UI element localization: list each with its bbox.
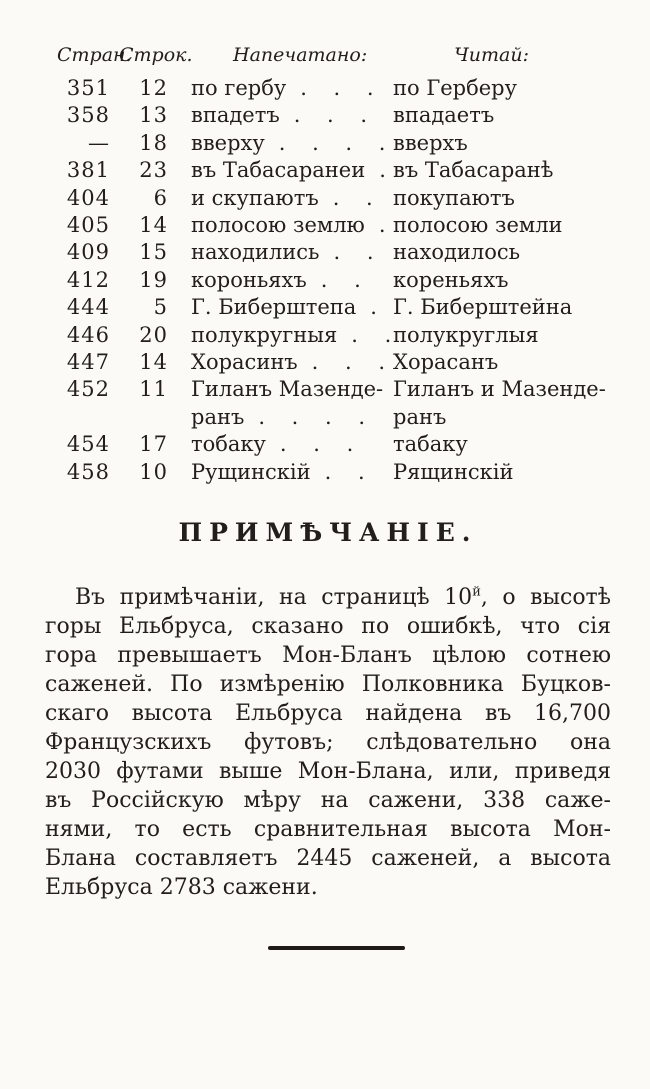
- errata-read-cell: кореньяхъ: [393, 267, 509, 292]
- note-line1-pre: Въ примѣчаніи, на страницѣ 10: [75, 585, 473, 611]
- errata-read-cell: по Герберу: [393, 76, 517, 100]
- errata-read-cell: въ Табасаранѣ: [393, 158, 554, 183]
- errata-printed-text: находились: [191, 240, 320, 265]
- errata-line-number: 13: [139, 103, 168, 128]
- note-paragraph-line: нями, то есть сравнительная высота Мон-: [45, 817, 611, 843]
- errata-printed-text-line2: [191, 404, 391, 431]
- errata-printed-cell: [191, 322, 402, 349]
- errata-printed-cell: [191, 102, 391, 129]
- errata-line-number: 12: [139, 76, 168, 100]
- table-row: [45, 212, 611, 239]
- errata-line-number: 18: [139, 130, 168, 155]
- errata-page-number: 447: [66, 350, 110, 375]
- errata-printed-cell: [191, 157, 396, 184]
- errata-header-row: [45, 44, 611, 66]
- note-paragraph-line: 2030 футами выше Мон-Блана, или, приведя: [45, 759, 611, 785]
- dot-leader: . .: [332, 185, 383, 210]
- errata-page-number: 381: [66, 158, 110, 183]
- errata-printed-text: тобаку: [191, 432, 266, 457]
- errata-header-lines: Строк.: [119, 44, 193, 66]
- table-row: [45, 157, 611, 184]
- table-row: [45, 431, 611, 458]
- errata-line-number: 17: [139, 432, 168, 457]
- errata-printed-text: полукругныя: [191, 322, 338, 347]
- errata-page-number: 409: [66, 240, 110, 265]
- errata-line-number: 5: [153, 295, 168, 320]
- errata-printed-cell: [191, 376, 391, 431]
- errata-read-cell: покупаютъ: [393, 185, 515, 210]
- dot-leader: . . . .: [278, 130, 396, 155]
- errata-page-number: 454: [66, 432, 110, 457]
- dot-leader: .: [370, 295, 387, 320]
- note-section: [45, 518, 611, 902]
- errata-read-cell: вверхъ: [393, 130, 468, 155]
- errata-read-multiline: [393, 376, 611, 431]
- note-paragraph-line: скаго высота Ельбруса найдена въ 16,700: [45, 701, 611, 727]
- errata-header-printed: Напечатано:: [233, 44, 368, 66]
- dot-leader: . . .: [311, 350, 396, 375]
- errata-line-number: 10: [139, 459, 168, 484]
- errata-printed-text: вверху: [191, 130, 265, 155]
- table-row: [45, 459, 611, 486]
- table-row: [45, 185, 611, 212]
- errata-printed-cell: [191, 267, 391, 294]
- errata-page-number: 452: [66, 377, 110, 402]
- errata-printed-cell: [191, 75, 391, 102]
- errata-printed-cell: [191, 239, 391, 266]
- errata-printed-multiline: [191, 376, 391, 431]
- errata-page-number: —: [88, 130, 110, 155]
- errata-printed-text: Г. Биберштепа: [191, 295, 357, 320]
- errata-page-number: 458: [66, 459, 110, 484]
- errata-page-number: 351: [66, 76, 110, 100]
- page-content: [45, 44, 611, 902]
- table-row: [45, 294, 611, 321]
- errata-printed-text: Хорасинъ: [191, 350, 298, 375]
- errata-printed-cell: [191, 349, 396, 376]
- errata-read-cell: Г. Биберштейна: [393, 295, 573, 320]
- table-row: [45, 102, 611, 129]
- table-row: [45, 130, 611, 157]
- note-paragraph-line: Блана составляетъ 2445 саженей, а высота: [45, 846, 611, 872]
- table-row: [45, 322, 611, 349]
- errata-page-number: 358: [66, 103, 110, 128]
- errata-printed-text: по гербу: [191, 76, 287, 100]
- errata-printed-text: впадетъ: [191, 103, 280, 128]
- dot-leader: . .: [351, 322, 402, 347]
- errata-printed-cell: [191, 294, 391, 321]
- table-row: [45, 75, 611, 102]
- dot-leader: . . . .: [258, 404, 376, 429]
- errata-read-cell: полосою земли: [393, 213, 563, 238]
- errata-read-cell: находилось: [393, 240, 521, 265]
- table-row: [45, 349, 611, 376]
- errata-read-cell: Хорасанъ: [393, 350, 499, 375]
- note-paragraph-line: горы Ельбруса, сказано по ошибкѣ, что сія: [45, 614, 611, 640]
- errata-line-number: 23: [139, 158, 168, 183]
- errata-printed-cell: [191, 459, 391, 486]
- errata-page-number: 446: [66, 322, 110, 347]
- errata-printed-cell: [191, 431, 391, 458]
- errata-read-cell: Рящинскій: [393, 459, 514, 484]
- dot-leader: . . .: [293, 103, 378, 128]
- errata-printed-carryover: ранъ: [191, 404, 245, 429]
- errata-header-read: Читай:: [454, 44, 529, 66]
- dot-leader: . .: [320, 267, 371, 292]
- note-title: ПРИМѢЧАНІЕ.: [178, 518, 478, 548]
- table-row: [45, 267, 611, 294]
- note-paragraph-line: гора превышаетъ Мон-Бланъ цѣлою сотнею: [45, 643, 611, 669]
- errata-printed-cell: [191, 185, 391, 212]
- note-paragraph-line: Ельбруса 2783 сажени.: [45, 875, 318, 901]
- table-row: [45, 239, 611, 266]
- note-line1-superscript: й: [472, 584, 481, 600]
- errata-printed-text: короньяхъ: [191, 267, 307, 292]
- errata-page-number: 444: [66, 295, 110, 320]
- errata-line-number: 14: [139, 213, 168, 238]
- errata-printed-text: въ Табасаранеи: [191, 158, 366, 183]
- table-row: [45, 376, 611, 431]
- errata-line-number: 14: [139, 350, 168, 375]
- errata-printed-text: Гиланъ Мазенде-: [191, 377, 384, 402]
- errata-line-number: 6: [153, 185, 168, 210]
- errata-header-pages: Стран.: [57, 44, 132, 66]
- errata-read-cell: [393, 376, 611, 431]
- errata-line-number: 11: [139, 377, 168, 402]
- errata-page-number: 405: [66, 213, 110, 238]
- errata-line-number: 19: [139, 267, 168, 292]
- note-line1-post: , о высотѣ: [480, 585, 611, 611]
- errata-read-cell: табаку: [393, 432, 468, 457]
- errata-printed-cell: [191, 212, 396, 239]
- errata-read-text-line2: ранъ: [393, 404, 447, 429]
- errata-printed-cell: [191, 130, 396, 157]
- errata-read-cell: впадаетъ: [393, 103, 495, 128]
- note-paragraph-line: [45, 583, 611, 612]
- dot-leader: . . .: [279, 432, 364, 457]
- errata-read-text: Гиланъ и Мазенде-: [393, 377, 606, 402]
- dot-leader: .: [378, 213, 396, 238]
- note-paragraph-line: саженей. По измѣренію Полковника Буцков-: [45, 672, 611, 698]
- note-paragraph-line: въ Россійскую мѣру на сажени, 338 саже-: [45, 788, 611, 814]
- note-paragraph-line: Французскихъ футовъ; слѣдовательно она: [45, 730, 611, 756]
- errata-line-number: 20: [139, 322, 168, 347]
- dot-leader: . . .: [300, 76, 384, 100]
- errata-printed-text: Рущинскій: [191, 459, 311, 484]
- dot-leader: . .: [324, 459, 375, 484]
- section-end-rule: [268, 946, 405, 950]
- dot-leader: . .: [333, 240, 384, 265]
- errata-page-number: 412: [66, 267, 110, 292]
- errata-printed-text: и скупаютъ: [191, 185, 319, 210]
- errata-printed-text: полосою землю: [191, 213, 365, 238]
- errata-read-cell: полукруглыя: [393, 322, 539, 347]
- errata-line-number: 15: [139, 240, 168, 265]
- dot-leader: .: [379, 158, 396, 183]
- errata-page-number: 404: [66, 185, 110, 210]
